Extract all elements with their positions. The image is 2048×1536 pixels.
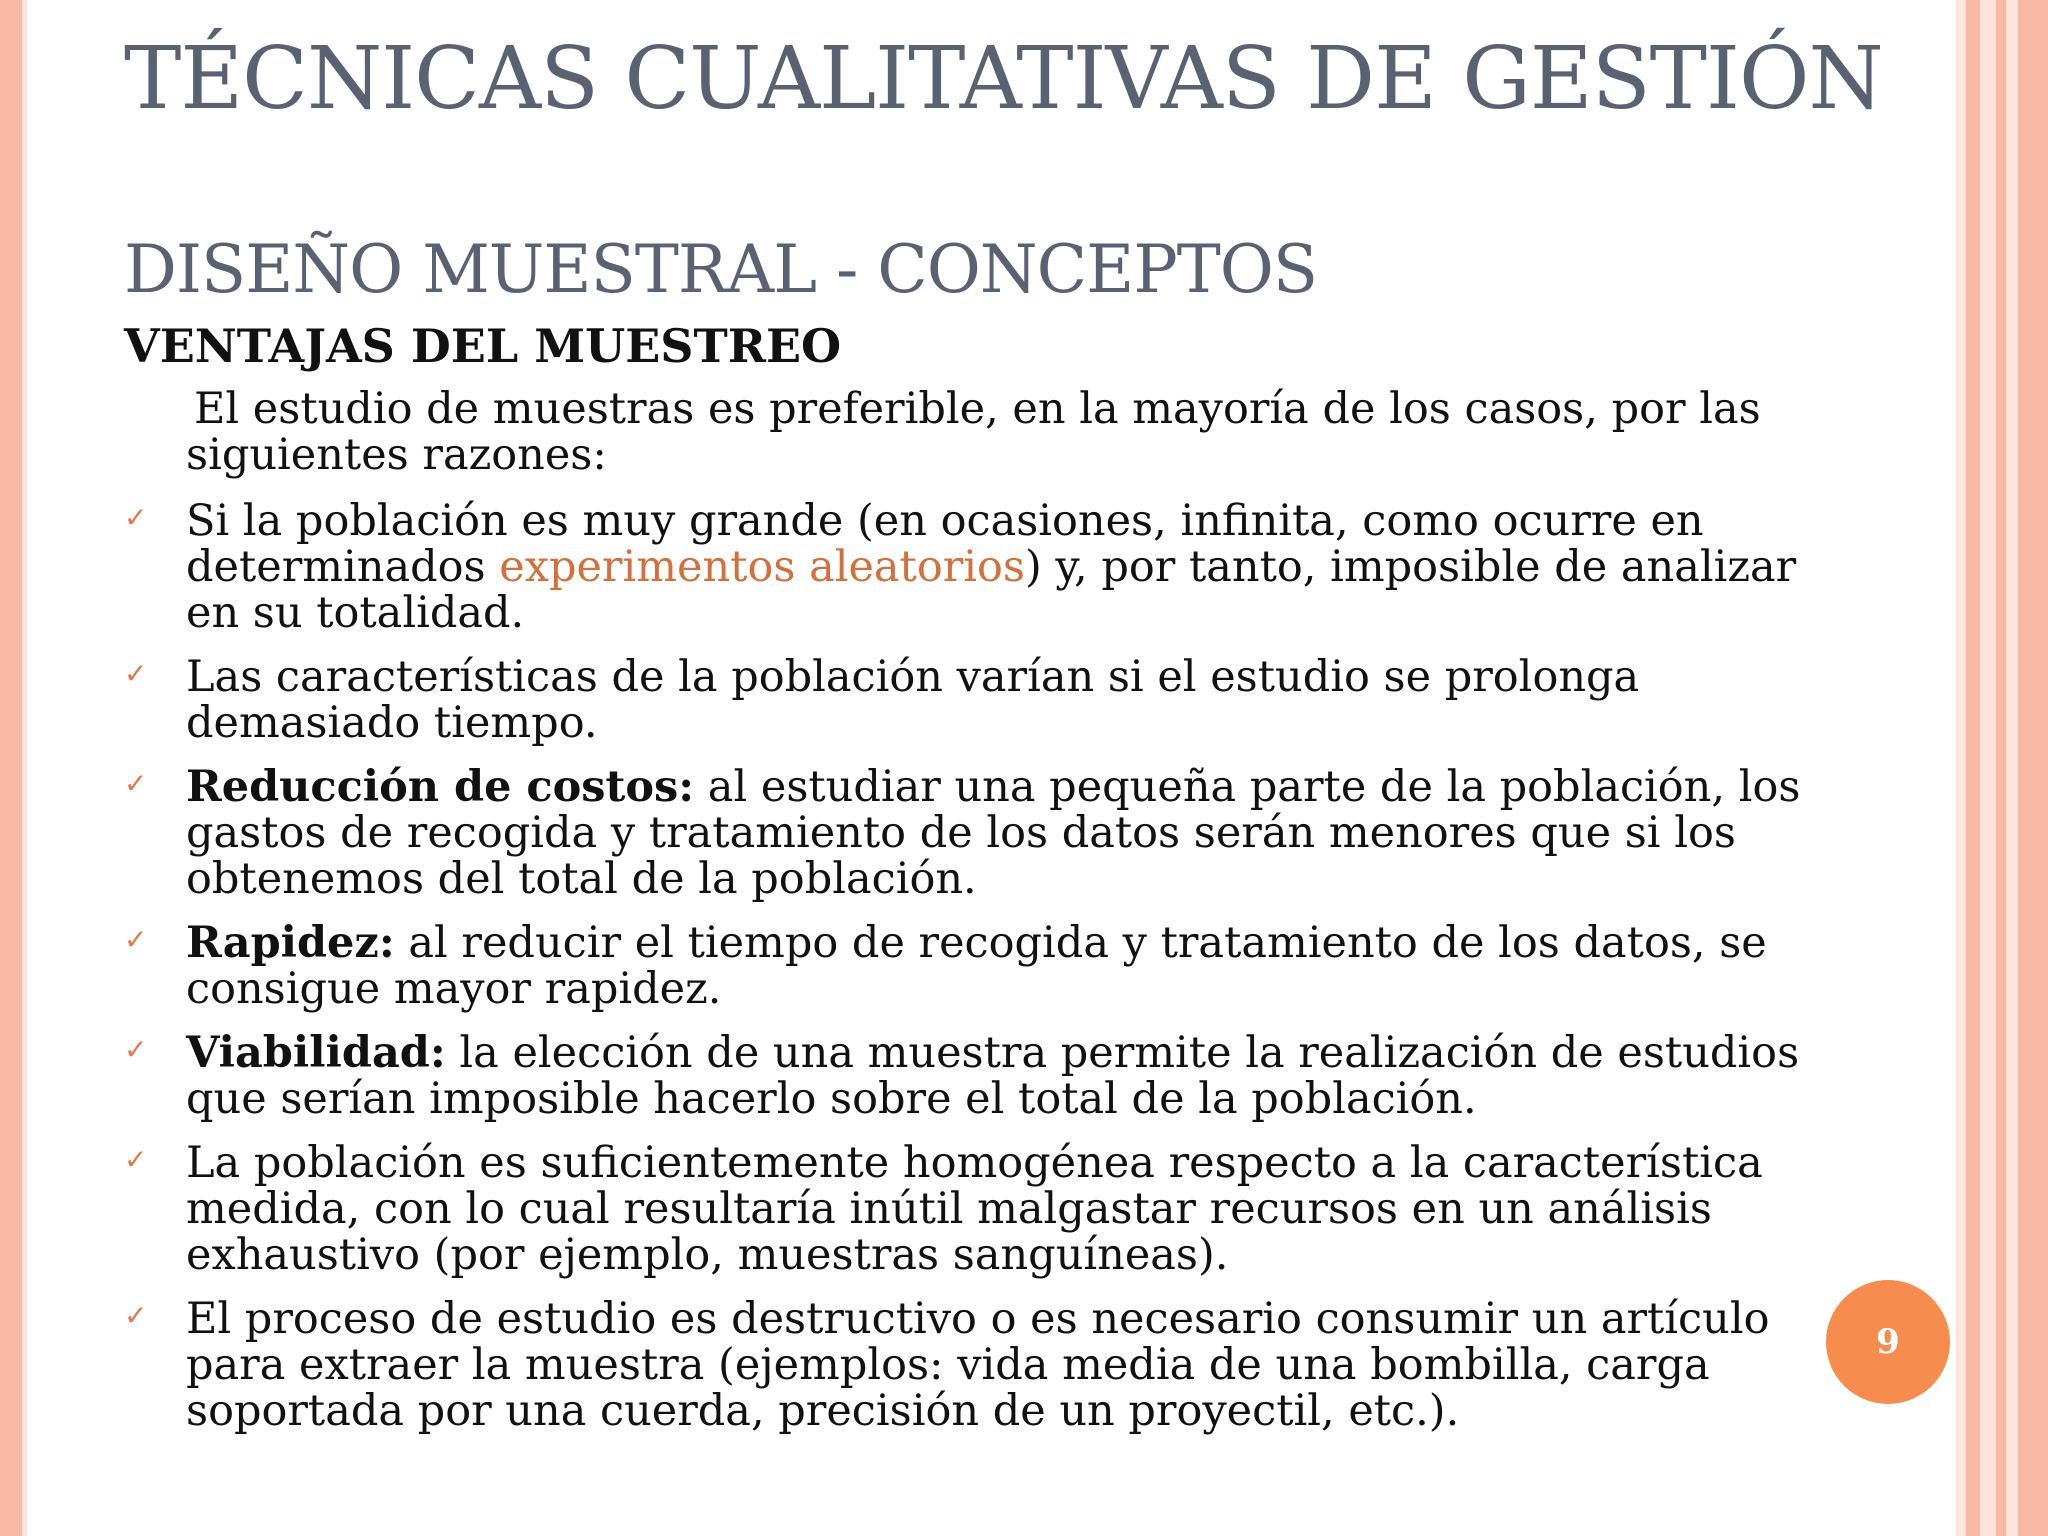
- bullet-text: la elección de una muestra permite la realización de estudios que serían imposible hacerlo sobre el total de la población.: [186, 1028, 1800, 1124]
- experimentos-aleatorios-link[interactable]: experimentos aleatorios: [499, 542, 1025, 592]
- checkmark-icon: ✓: [124, 1143, 148, 1176]
- bullet-text: al reducir el tiempo de recogida y tratamiento de los datos, se consigue mayor rapidez.: [186, 918, 1767, 1014]
- bullet-bold-label: Viabilidad:: [186, 1028, 446, 1078]
- checkmark-icon: ✓: [124, 657, 148, 690]
- checkmark-icon: ✓: [124, 1299, 148, 1332]
- list-item: [120, 1030, 1860, 1122]
- list-item: [120, 764, 1860, 902]
- right-stripes-decoration: [1956, 0, 2048, 1536]
- intro-paragraph: El estudio de muestras es preferible, en la mayoría de los casos, por las siguientes razones:: [186, 384, 1761, 480]
- bullet-bold-label: Rapidez:: [186, 918, 395, 968]
- left-border-decoration: [0, 0, 22, 1536]
- list-item: [120, 654, 1860, 746]
- list-item: [120, 498, 1860, 636]
- checkmark-icon: ✓: [124, 923, 148, 956]
- checkmark-icon: ✓: [124, 767, 148, 800]
- bullet-text: El proceso de estudio es destructivo o es necesario consumir un artículo para extraer la muestra (ejemplos: vida media de una bombilla, carga soportada por una cuerda, precisión de un proyectil, etc.).: [186, 1294, 1770, 1436]
- slide-title: TÉCNICAS CUALITATIVAS DE GESTIÓN: [124, 29, 1883, 129]
- advantages-list: [120, 498, 1860, 1452]
- checkmark-icon: ✓: [124, 1033, 148, 1066]
- bullet-text: Si la población es muy grande (en ocasiones, infinita, como ocurre en determinados: [186, 496, 1704, 592]
- list-item: [120, 1296, 1860, 1434]
- page-number-badge: 9: [1826, 1280, 1950, 1404]
- bullet-bold-label: Reducción de costos:: [186, 762, 695, 812]
- bullet-text: ) y, por tanto, imposible de analizar en su totalidad.: [186, 542, 1797, 638]
- left-border-inner-decoration: [22, 0, 27, 1536]
- bullet-text: La población es suficientemente homogénea respecto a la característica medida, con lo cual resultaría inútil malgastar recursos en un análisis exhaustivo (por ejemplo, muestras sanguíneas).: [186, 1138, 1763, 1280]
- bullet-text: al estudiar una pequeña parte de la población, los gastos de recogida y tratamiento de los datos serán menores que si los obtenemos del total de la población.: [186, 762, 1801, 904]
- list-item: [120, 1140, 1860, 1278]
- checkmark-icon: ✓: [124, 501, 148, 534]
- bullet-text: Las características de la población varían si el estudio se prolonga demasiado tiempo.: [186, 652, 1640, 748]
- slide-subtitle: DISEÑO MUESTRAL - CONCEPTOS: [124, 231, 1318, 308]
- section-heading: VENTAJAS DEL MUESTREO: [124, 319, 842, 373]
- list-item: [120, 920, 1860, 1012]
